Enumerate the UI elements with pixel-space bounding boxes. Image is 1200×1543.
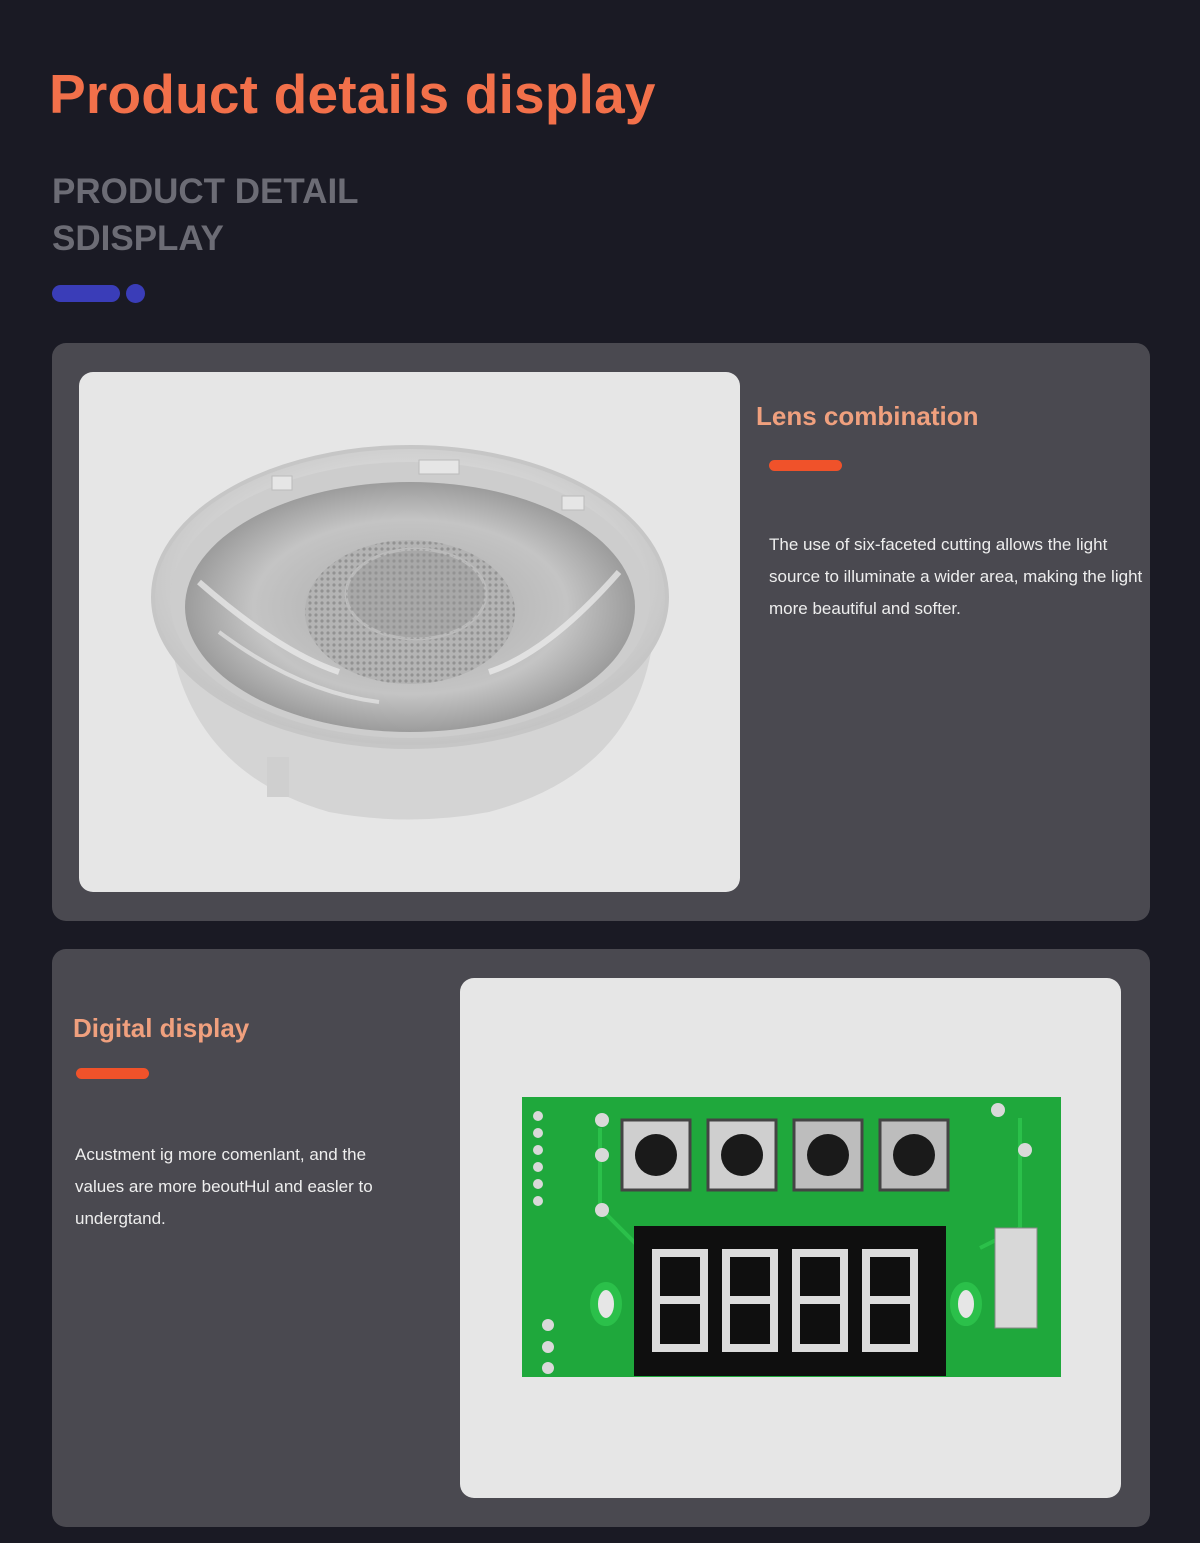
pcb-illustration [460, 978, 1121, 1498]
accent-bar [52, 285, 120, 302]
page-title: Product details display [49, 63, 656, 125]
accent-decoration [52, 284, 145, 303]
subtitle-line-2: SDISPLAY [52, 219, 224, 258]
feature-description-lens: The use of six-faceted cutting allows the light source to illuminate a wider area, making the light more beautiful and softer. [769, 535, 1143, 618]
feature-card-lens [52, 343, 1150, 921]
feature-underline [769, 460, 842, 471]
lens-photo [79, 372, 740, 892]
pcb-display-photo [460, 978, 1121, 1498]
subtitle-line-1: PRODUCT DETAIL [52, 172, 359, 211]
page-subtitle [52, 168, 359, 262]
feature-title-lens: Lens combination [756, 401, 979, 431]
feature-description-digital: Acustment ig more comenlant, and the values are more beoutHul and easler to undergtand. [75, 1145, 373, 1228]
accent-dot [126, 284, 145, 303]
feature-underline [76, 1068, 149, 1079]
lens-illustration [79, 372, 740, 892]
feature-card-digital-display [52, 949, 1150, 1527]
feature-title-digital: Digital display [73, 1013, 250, 1043]
